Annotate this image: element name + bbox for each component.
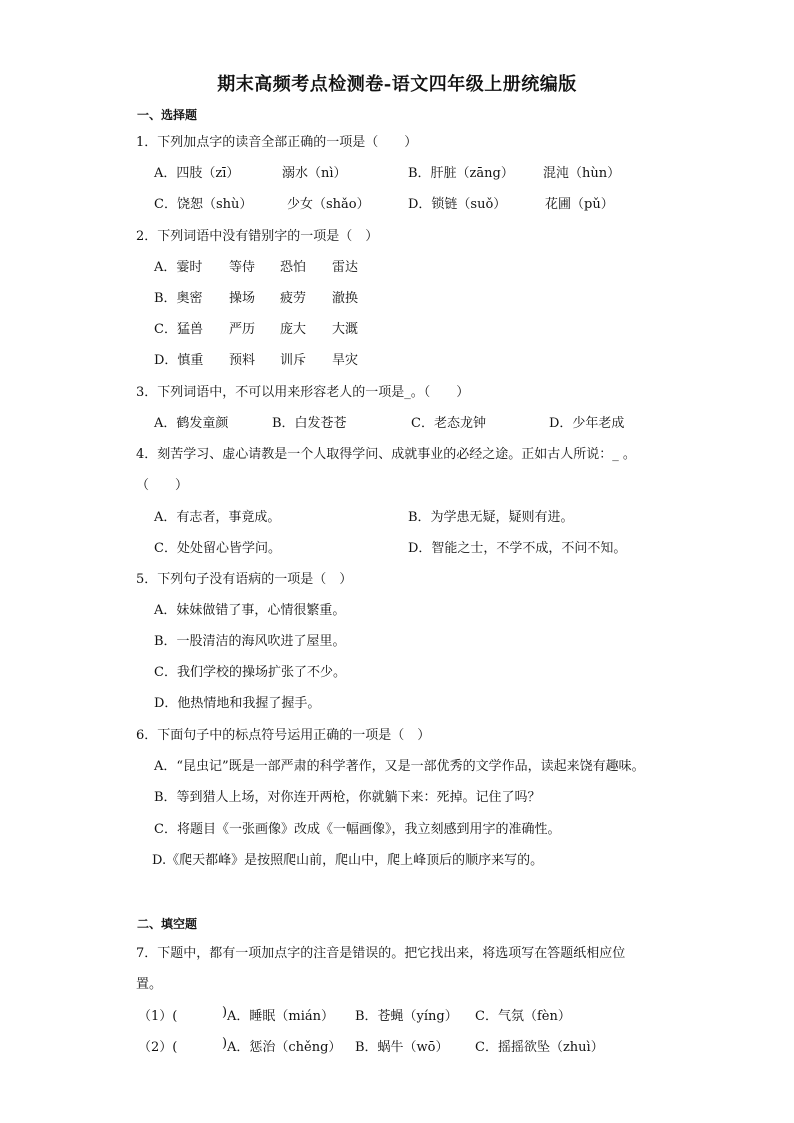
- q2-option-word: C．猛兽: [154, 322, 203, 337]
- q2-option-word: 等侍: [229, 260, 256, 275]
- q7-item-number: （2）(: [138, 1040, 178, 1055]
- q1-option: A．四肢（zī）: [154, 166, 240, 181]
- q1-option: 溺水（nì）: [282, 166, 347, 181]
- question-3-stem: 3．下列词语中，不可以用来形容老人的一项是_。（ ）: [136, 385, 470, 400]
- q7-option: B．蜗牛（wō）: [355, 1040, 449, 1055]
- q2-option-word: 疲劳: [280, 291, 307, 306]
- section-heading-choice: 一、选择题: [137, 108, 198, 122]
- q1-option: D．锁链（suǒ）: [408, 197, 507, 212]
- question-4-stem: 4．刻苦学习、虚心请教是一个人取得学问、成就事业的必经之途。正如古人所说：_ 。: [136, 447, 636, 462]
- q4-option: C．处处留心皆学问。: [154, 541, 281, 556]
- question-6-stem: 6．下面句子中的标点符号运用正确的一项是（ ）: [136, 728, 431, 743]
- q5-option: C．我们学校的操场扩张了不少。: [154, 665, 346, 680]
- q3-option: C．老态龙钟: [411, 416, 486, 431]
- q4-option: B．为学患无疑，疑则有进。: [408, 510, 574, 525]
- q1-option: C．饶恕（shù）: [154, 197, 253, 212]
- q2-option-word: 操场: [229, 291, 256, 306]
- q1-option: 花圃（pǔ）: [545, 197, 614, 212]
- q5-option: D．他热情地和我握了握手。: [154, 696, 321, 711]
- q7-option: B．苍蝇（yíng）: [355, 1009, 458, 1024]
- q2-option-word: 预料: [229, 353, 256, 368]
- q3-option: B．白发苍苍: [272, 416, 347, 431]
- q5-option: A．妹妹做错了事，心情很繁重。: [154, 603, 346, 618]
- q1-option: 少女（shǎo）: [287, 197, 370, 212]
- q1-option: B．肝脏（zāng）: [408, 166, 514, 181]
- q2-option-word: 庞大: [280, 322, 307, 337]
- q4-option: A．有志者，事竟成。: [154, 510, 281, 525]
- question-5-stem: 5．下列句子没有语病的一项是（ ）: [136, 572, 353, 587]
- q7-option: C．气氛（fèn）: [475, 1009, 571, 1024]
- q7-option: A．睡眠（mián）: [227, 1009, 334, 1024]
- q7-answer-blank-close[interactable]: ): [222, 1036, 228, 1051]
- question-4-stem-cont: （ ）: [136, 478, 189, 493]
- q2-option-word: 旱灾: [332, 353, 359, 368]
- q2-option-word: 雷达: [332, 260, 359, 275]
- q7-item-number: （1）(: [138, 1009, 178, 1024]
- q5-option: B．一股清洁的海风吹进了屋里。: [154, 634, 346, 649]
- q2-option-word: A．霎时: [154, 260, 203, 275]
- q2-option-word: 澈换: [332, 291, 359, 306]
- q6-option: C．将题目《一张画像》改成《一幅画像》，我立刻感到用字的准确性。: [154, 822, 561, 837]
- q7-option: A．惩治（chěng）: [227, 1040, 342, 1055]
- question-7-stem: 7．下题中，都有一项加点字的注音是错误的。把它找出来，将选项写在答题纸相应位: [136, 946, 626, 961]
- q7-option: C．摇摇欲坠（zhuì）: [475, 1040, 604, 1055]
- page-title: 期末高频考点检测卷-语文四年级上册统编版: [217, 74, 577, 95]
- q7-answer-blank-close[interactable]: ): [222, 1005, 228, 1020]
- q3-option: D．少年老成: [549, 416, 625, 431]
- q2-option-word: 恐怕: [280, 260, 307, 275]
- q4-option: D．智能之士，不学不成，不问不知。: [408, 541, 627, 556]
- question-2-stem: 2．下列词语中没有错别字的一项是（ ）: [136, 229, 379, 244]
- q6-option: A．“昆虫记”既是一部严肃的科学著作，又是一部优秀的文学作品，读起来饶有趣味。: [154, 759, 645, 774]
- q6-option: D.《爬天都峰》是按照爬山前，爬山中，爬上峰顶后的顺序来写的。: [152, 853, 544, 868]
- q2-option-word: B．奥密: [154, 291, 203, 306]
- q2-option-word: 严历: [229, 322, 256, 337]
- question-1-stem: 1．下列加点字的读音全部正确的一项是（ ）: [136, 135, 418, 150]
- q1-option: 混沌（hùn）: [543, 166, 621, 181]
- q3-option: A．鹤发童颜: [154, 416, 229, 431]
- question-7-stem-cont: 置。: [136, 977, 163, 992]
- section-heading-fill: 二、填空题: [137, 917, 198, 931]
- q6-option: B．等到猎人上场，对你连开两枪，你就躺下来：死掉。记住了吗？: [154, 790, 541, 805]
- q2-option-word: D．慎重: [154, 353, 204, 368]
- q2-option-word: 大溉: [332, 322, 359, 337]
- q2-option-word: 训斥: [280, 353, 307, 368]
